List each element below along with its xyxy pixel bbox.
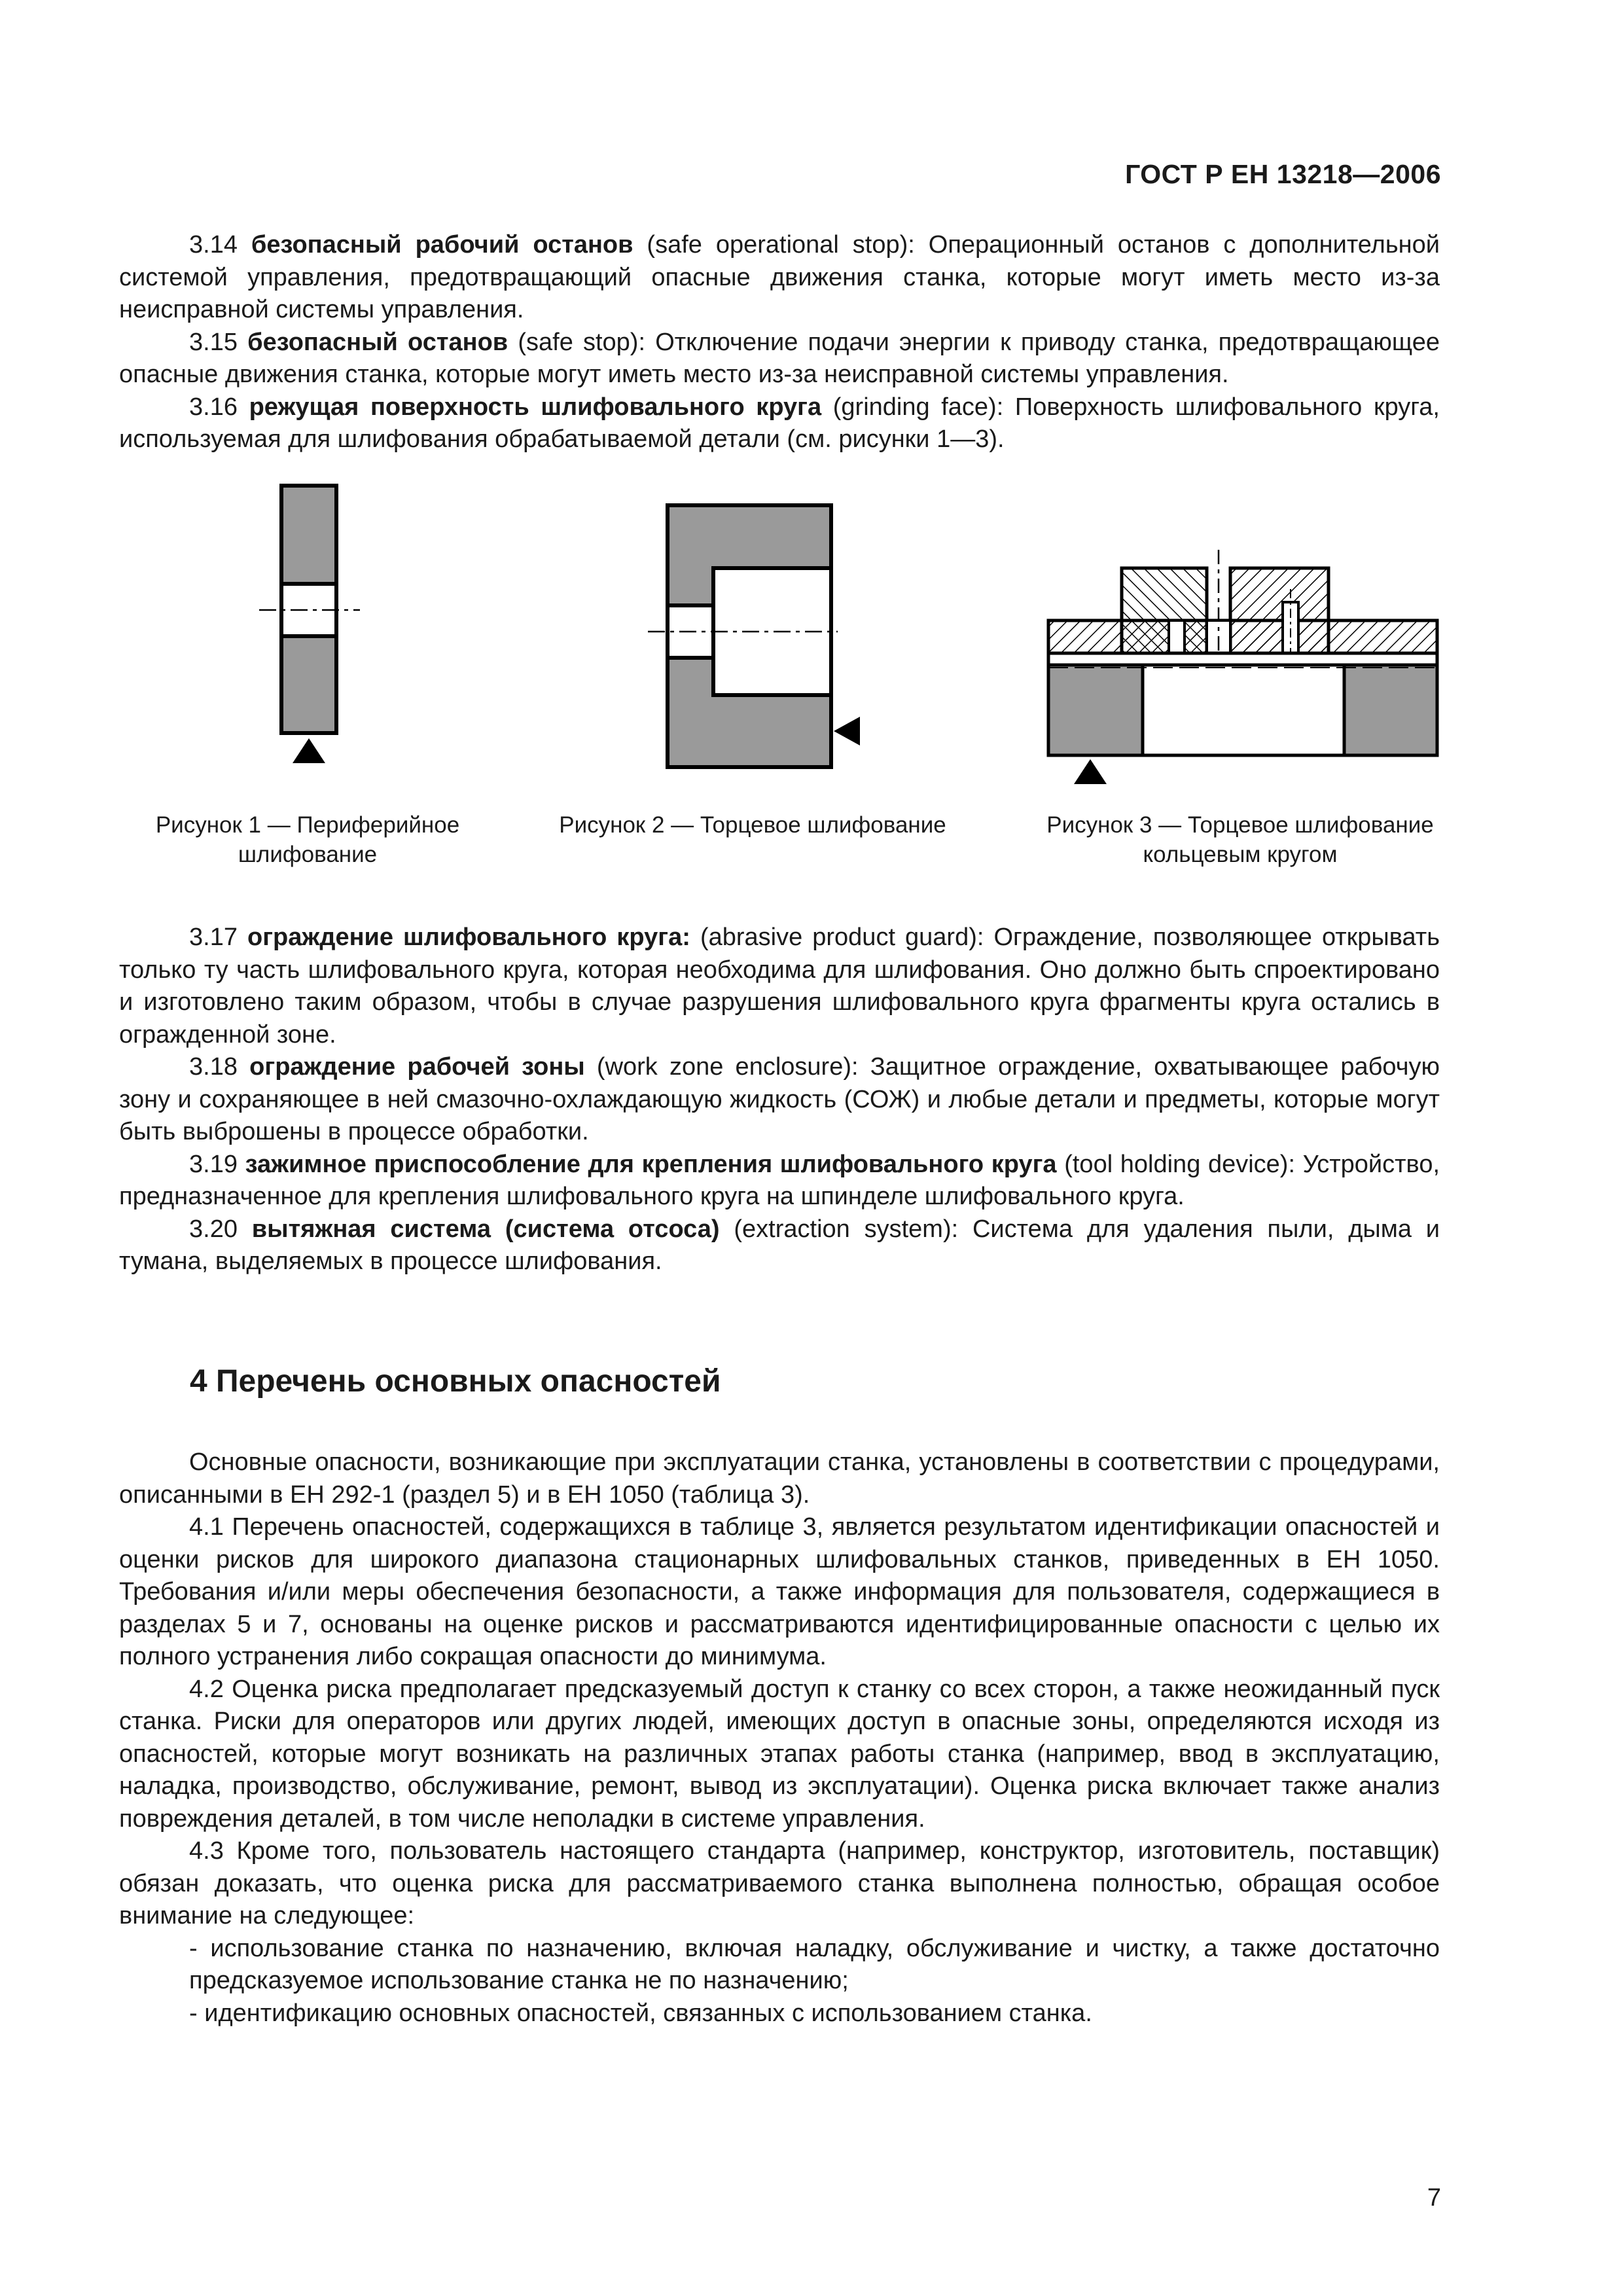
document-code-header: ГОСТ Р ЕН 13218—2006 (1125, 159, 1441, 189)
definition-3-18: 3.18 ограждение рабочей зоны (work zone enclosure): Защитное ограждение, охватывающее рабочую зону и сохраняющее в ней смазочно-охлаждающую жидкость (СОЖ) и любые детали и предметы, которые могут быть выброшены в процессе обработки. (119, 1053, 1440, 1145)
figure-3-drawing (1041, 543, 1446, 785)
figure-1-drawing (249, 478, 380, 785)
page-number: 7 (1427, 2184, 1441, 2212)
definition-3-20: 3.20 вытяжная система (система отсоса) (extraction system): Система для удаления пыли, дыма и тумана, выделяемых в процессе шлифования. (119, 1215, 1440, 1275)
term: безопасный рабочий останов (251, 231, 633, 259)
definition-3-19: 3.19 зажимное приспособление для крепления шлифовального круга (tool holding device): Устройство, предназначенное для крепления шлифовального круга на шпинделе шлифовального круга. (119, 1150, 1440, 1210)
list-item: - использование станка по назначению, включая наладку, обслуживание и чистку, а также достаточно предсказуемое использование станка не по назначению; (189, 1934, 1440, 1994)
clause-4-2: 4.2 Оценка риска предполагает предсказуемый доступ к станку со всех сторон, а также неожиданный пуск станка. Риски для операторов или других людей, имеющих доступ в опасные зоны, определяются исходя из опасностей, которые могут возникать на различных этапах работы станка (например, ввод в эксплуатацию, наладка, производство, обслуживание, ремонт, вывод из эксплуатации). Оценка риска включает также анализ повреждения деталей, в том числе неполадки в системе управления. (119, 1675, 1440, 1833)
section-4-intro: Основные опасности, возникающие при эксплуатации станка, установлены в соответствии с процедурами, описанными в ЕН 292-1 (раздел 5) и в ЕН 1050 (таблица 3). (119, 1448, 1440, 1509)
section-4-title: 4 Перечень основных опасностей (190, 1364, 721, 1399)
definition-3-16: 3.16 режущая поверхность шлифовального круга (grinding face): Поверхность шлифовального круга, используемая для шлифования обрабатываемой детали (см. рисунки 1—3). (119, 393, 1440, 453)
figure-3-caption: Рисунок 3 — Торцевое шлифование кольцевым кругом (1046, 812, 1434, 867)
list-item: - идентификацию основных опасностей, связанных с использованием станка. (189, 1999, 1092, 2027)
grinding-face-marker (293, 738, 325, 763)
figure-2-drawing (641, 497, 877, 785)
definitions-top (119, 229, 1440, 456)
term: зажимное приспособление для крепления шлифовального круга (245, 1150, 1057, 1178)
definition-3-15: 3.15 безопасный останов (safe stop): Отключение подачи энергии к приводу станка, предотвращающее опасные движения станка, которые могут иметь место из-за неисправной системы управления. (119, 328, 1440, 388)
term: ограждение рабочей зоны (249, 1053, 585, 1081)
clause-4-3: 4.3 Кроме того, пользователь настоящего стандарта (например, конструктор, изготовитель, поставщик) обязан доказать, что оценка риска для рассматриваемого станка выполнена полностью, обращая особое внимание на следующее: (119, 1837, 1440, 1929)
definitions-bottom (119, 922, 1440, 1278)
grinding-face-marker (834, 717, 860, 745)
figure-2-caption: Рисунок 2 — Торцевое шлифование (559, 812, 946, 838)
section-4-body (119, 1446, 1440, 2030)
term: вытяжная система (система отсоса) (251, 1215, 720, 1243)
definition-3-17: 3.17 ограждение шлифовального круга: (abrasive product guard): Ограждение, позволяющее открывать только ту часть шлифовального круга, которая необходима для шлифования. Оно должно быть спроектировано и изготовлено таким образом, чтобы в случае разрушения шлифовального круга фрагменты круга остались в огражденной зоне. (119, 924, 1440, 1049)
figure-1-caption: Рисунок 1 — Периферийное шлифование (155, 812, 460, 867)
clause-4-1: 4.1 Перечень опасностей, содержащихся в таблице 3, является результатом идентификации опасностей и оценки рисков для широкого диапазона стационарных шлифовальных станков, приведенных в ЕН 1050. Требования и/или меры обеспечения безопасности, а также информация для пользователя, содержащиеся в разделах 5 и 7, основаны на оценке рисков и рассматриваются идентифицированные опасности с целью их полного устранения либо сокращая опасности до минимума. (119, 1513, 1440, 1670)
definition-3-14: 3.14 безопасный рабочий останов (safe operational stop): Операционный останов с дополнительной системой управления, предотвращающий опасные движения станка, которые могут иметь место из-за неисправной системы управления. (119, 231, 1440, 323)
term: режущая поверхность шлифовального круга (249, 393, 822, 421)
grinding-face-marker (1074, 759, 1107, 784)
term: безопасный останов (247, 328, 508, 356)
term: ограждение шлифовального круга: (247, 924, 690, 951)
